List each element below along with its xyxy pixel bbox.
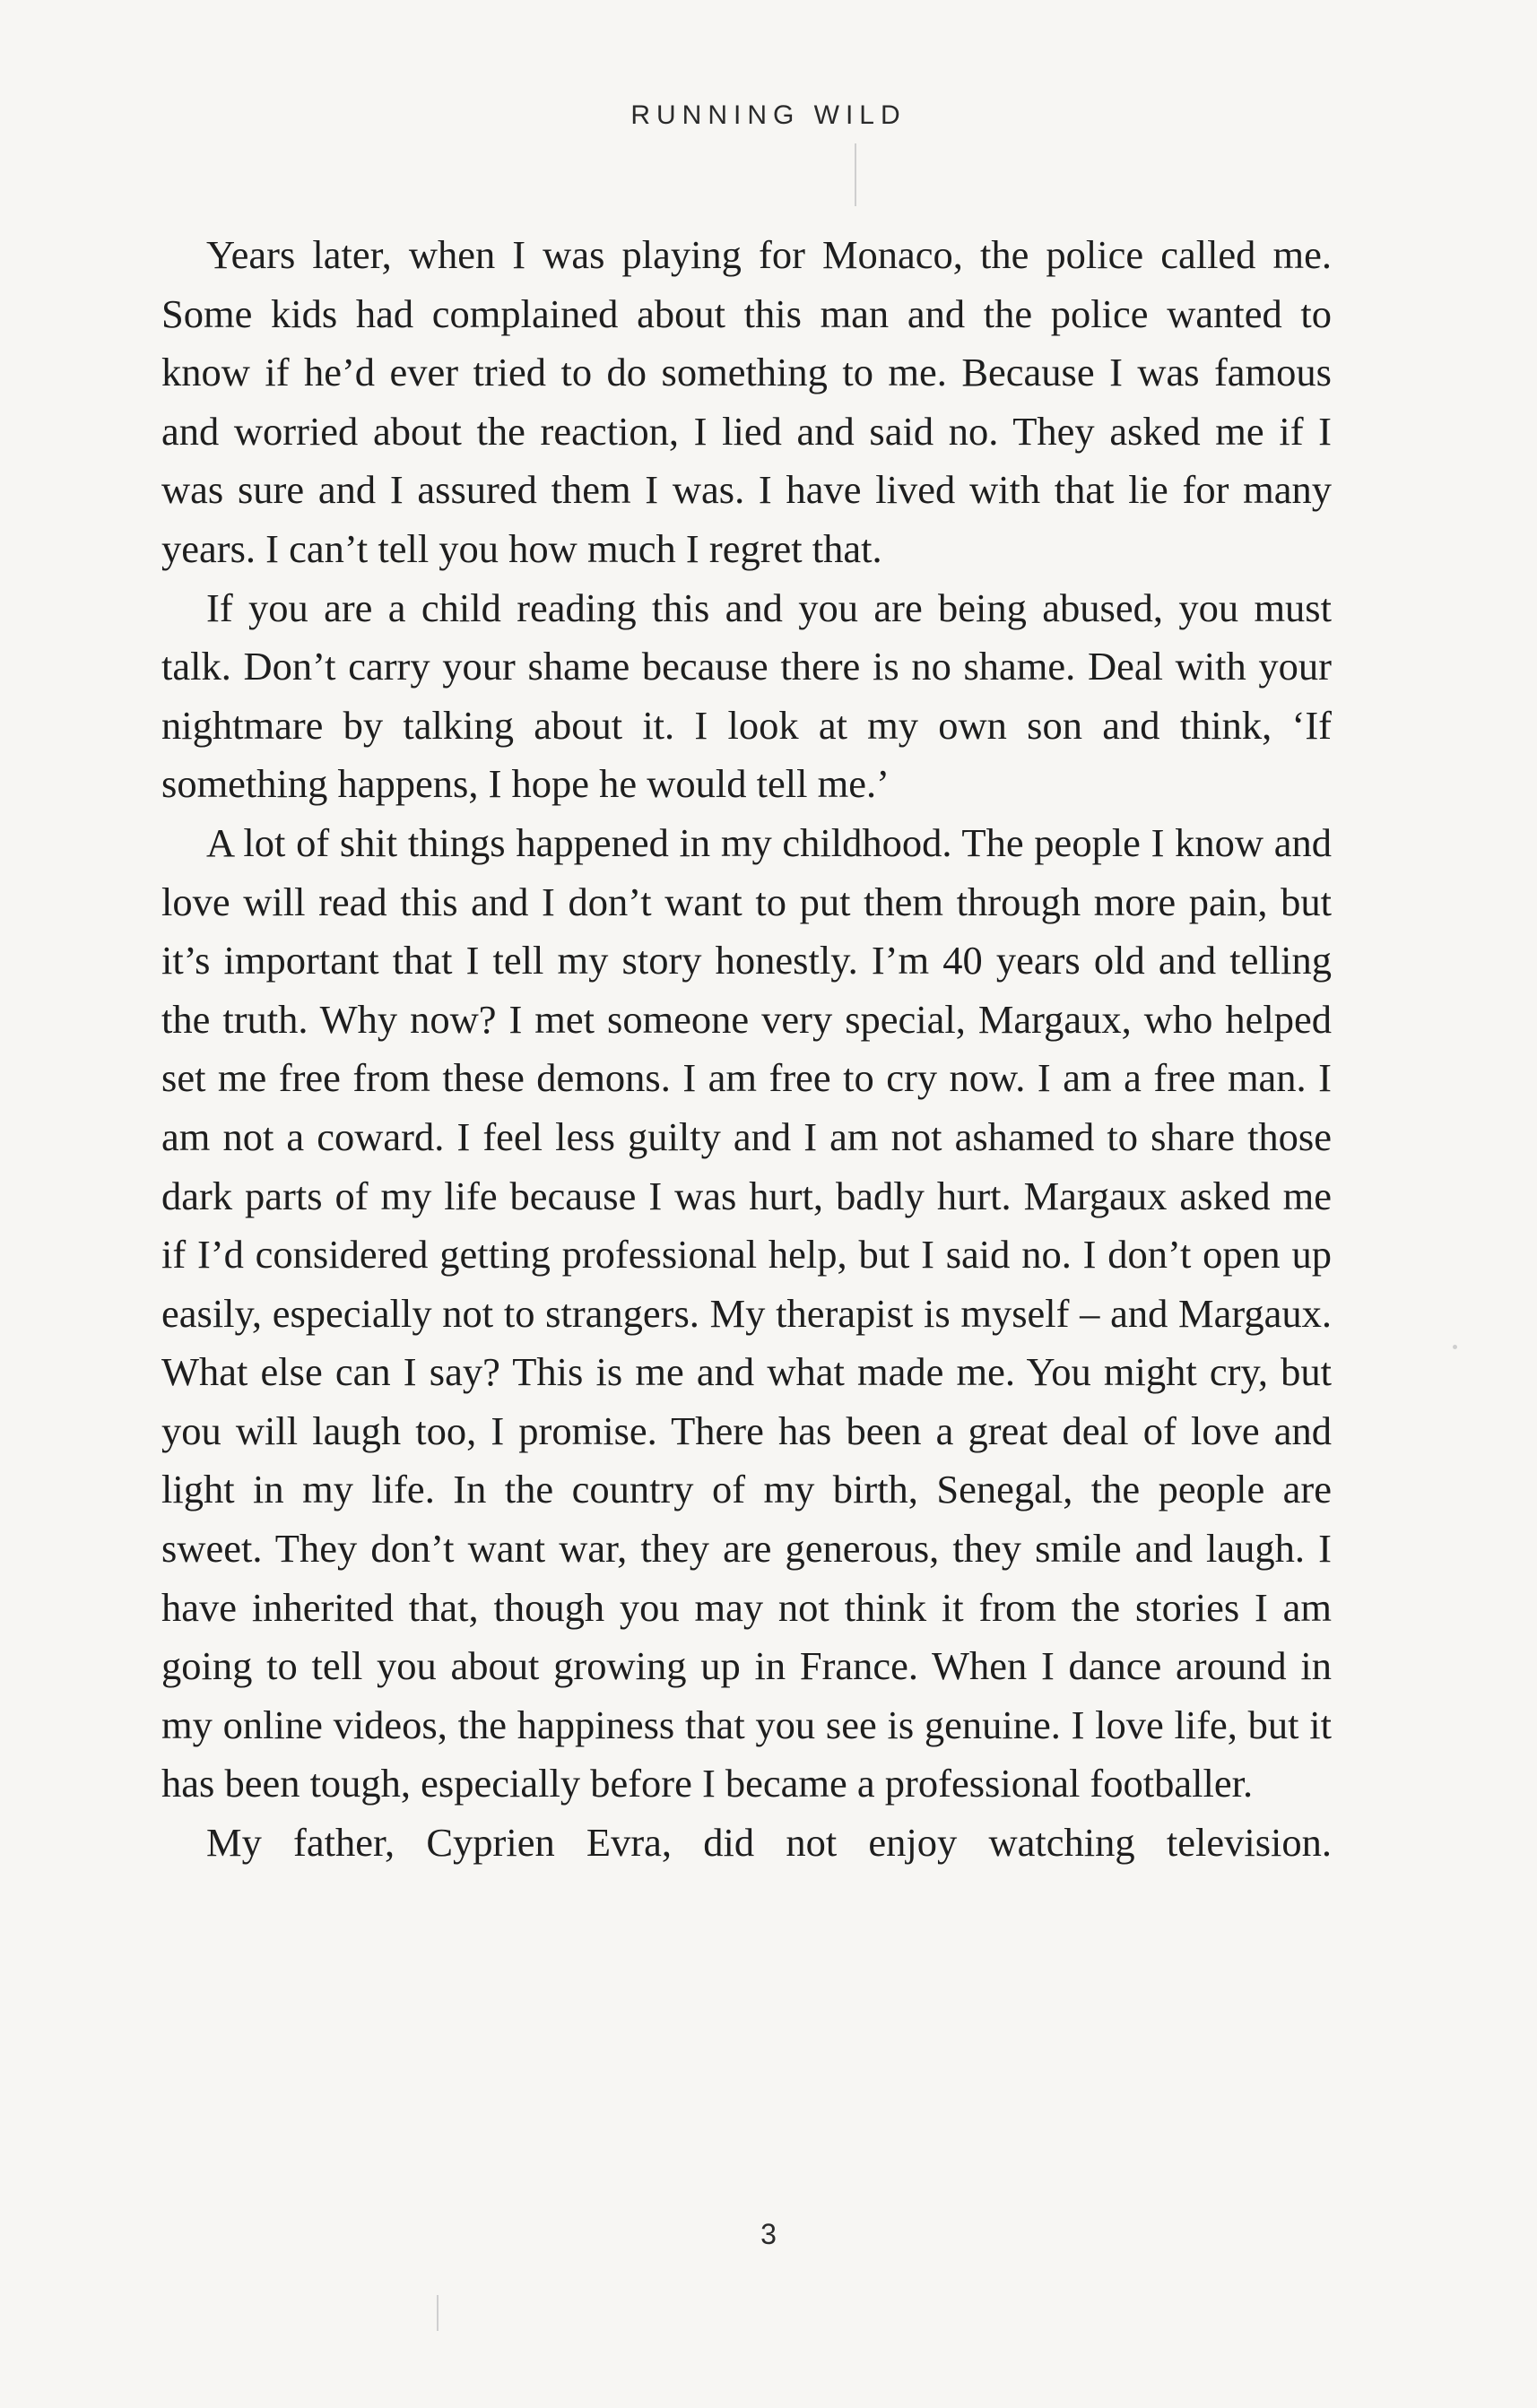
paragraph-3: A lot of shit things happened in my childhood. The people I know and love will read this and I don’t want to put them through more pain, but it’s important that I tell my story honestly. I’m 40 years old and telling the truth. Why now? I met someone very special, Margaux, who helped set me free from these demons. I am free to cry now. I am a free man. I am not a coward. I feel less guilty and I am not ashamed to share those dark parts of my life because I was hurt, badly hurt. Margaux asked me if I’d considered getting professional help, but I said no. I don’t open up easily, especially not to strangers. My therapist is myself – and Margaux. What else can I say? This is me and what made me. You might cry, but you will laugh too, I promise. There has been a great deal of love and light in my life. In the country of my birth, Senegal, the people are sweet. They don’t want war, they are generous, they smile and laugh. I have inherited that, though you may not think it from the stories I am going to tell you about growing up in France. When I dance around in my online videos, the happiness that you see is genuine. I love life, but it has been tough, especially before I became a professional footballer. [161, 819, 1332, 1806]
body-text [161, 226, 1332, 1873]
paragraph-2: If you are a child reading this and you are being abused, you must talk. Don’t carry your shame because there is no shame. Deal with your nightmare by talking about it. I look at my own son and think, ‘If something happens, I hope he would tell me.’ [161, 585, 1332, 807]
paragraph-1: Years later, when I was playing for Monaco, the police called me. Some kids had complained about this man and the police wanted to know if he’d ever tried to do something to me. Because I was famous and worried about the reaction, I lied and said no. They asked me if I was sure and I assured them I was. I have lived with that lie for many years. I can’t tell you how much I regret that. [161, 232, 1332, 571]
page-number: 3 [760, 2218, 777, 2250]
scan-mark-bottom [437, 2295, 439, 2331]
paragraph-4: My father, Cyprien Evra, did not enjoy watching television. [206, 1820, 1332, 1866]
scan-mark-right [1453, 1345, 1457, 1349]
running-head: RUNNING WILD [630, 100, 907, 130]
scan-mark-top [855, 143, 856, 206]
